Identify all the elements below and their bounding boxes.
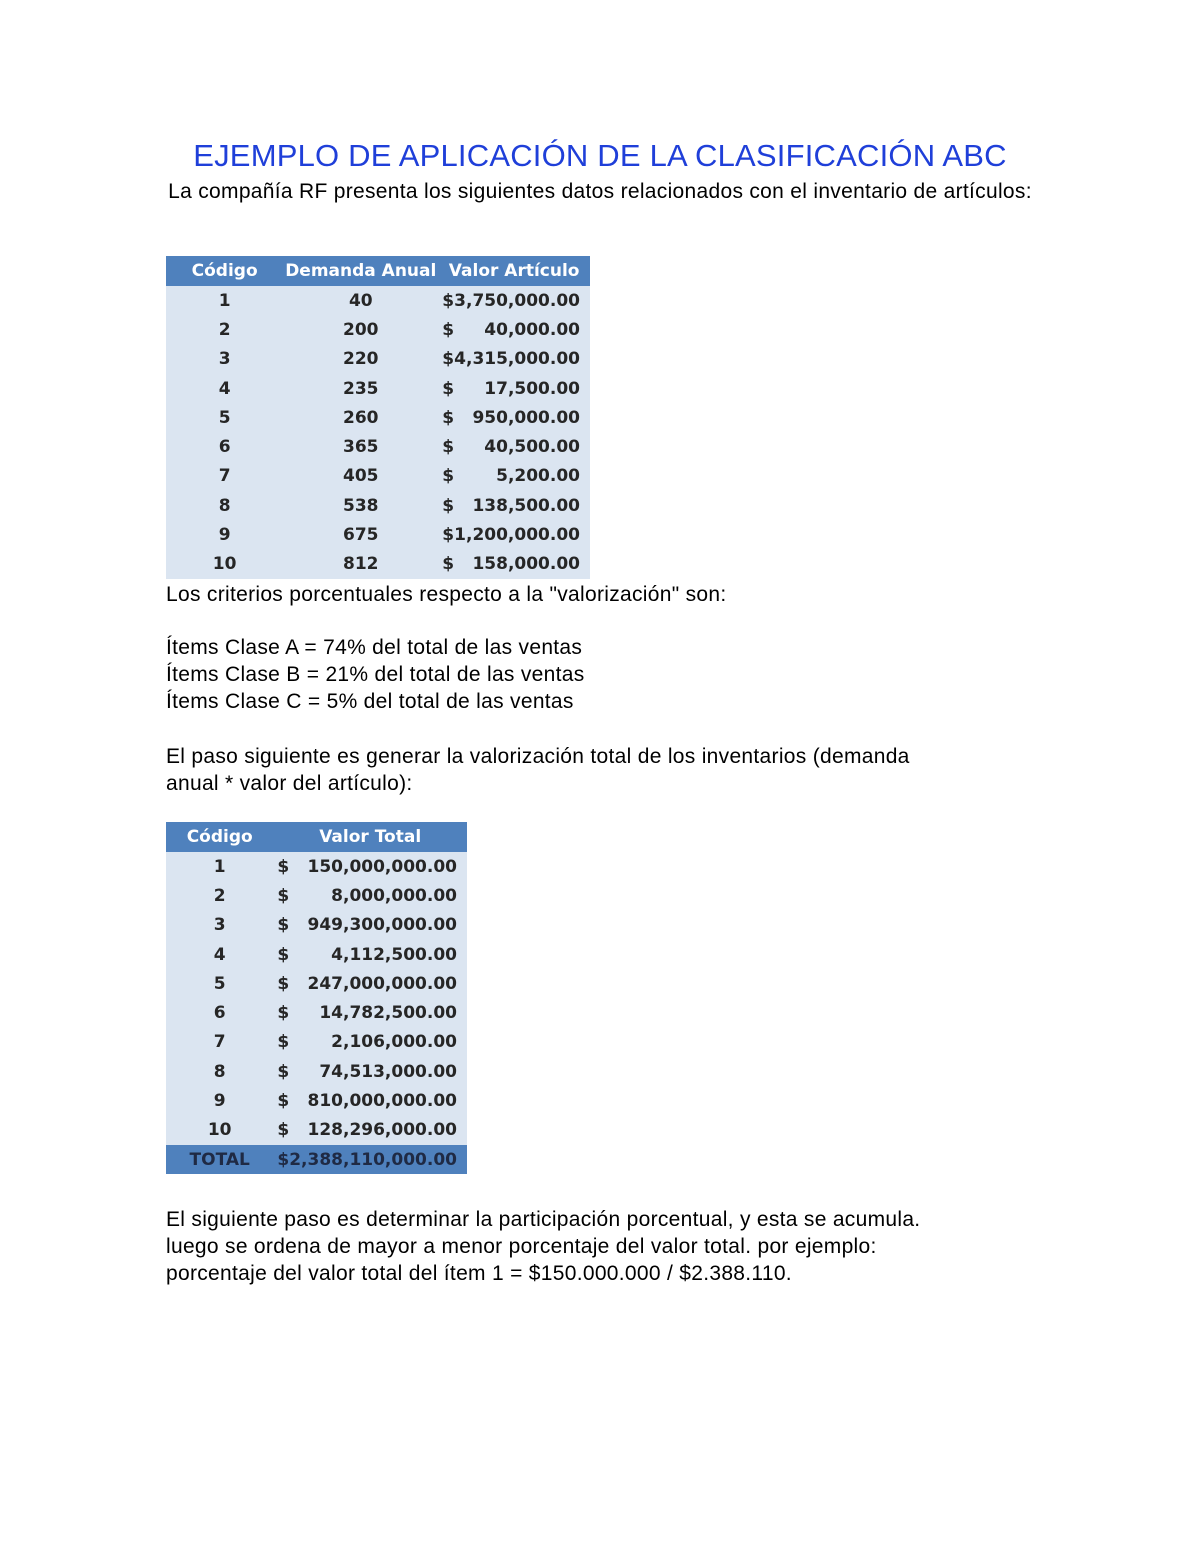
money-cell (273, 881, 467, 910)
currency-symbol: $ (277, 1061, 290, 1082)
demand-cell: 40 (283, 286, 438, 315)
currency-symbol: $ (277, 973, 290, 994)
table-header-row (166, 256, 590, 286)
table-row (166, 520, 590, 549)
amount: 949,300,000.00 (307, 915, 457, 936)
code-cell: 7 (166, 462, 283, 491)
demand-cell: 812 (283, 550, 438, 579)
amount: 17,500.00 (484, 378, 580, 399)
table-row (166, 286, 590, 315)
amount: 138,500.00 (472, 495, 580, 516)
code-cell: 9 (166, 520, 283, 549)
money-value (438, 525, 590, 545)
money-cell (438, 374, 590, 403)
step3-line-2: luego se ordena de mayor a menor porcentaje del valor total. por ejemplo: (166, 1235, 877, 1258)
table-row (166, 345, 590, 374)
money-cell (438, 550, 590, 579)
money-cell (438, 345, 590, 374)
code-cell: 2 (166, 315, 283, 344)
amount: 2,106,000.00 (331, 1032, 457, 1053)
currency-symbol: $ (442, 495, 455, 516)
table-header-row (166, 822, 467, 852)
demand-cell: 365 (283, 432, 438, 461)
demand-cell: 235 (283, 374, 438, 403)
money-cell (438, 286, 590, 315)
table-row (166, 911, 467, 940)
money-value (273, 1003, 467, 1023)
amount: 5,200.00 (496, 466, 580, 487)
code-cell: 8 (166, 491, 283, 520)
table-row (166, 491, 590, 520)
money-value (273, 886, 467, 906)
money-value (273, 945, 467, 965)
money-value (273, 1062, 467, 1082)
money-value (273, 915, 467, 935)
money-cell (438, 520, 590, 549)
amount: 2,388,110,000.00 (289, 1149, 457, 1170)
money-cell (273, 1145, 467, 1174)
currency-symbol: $ (277, 1149, 290, 1170)
money-value (273, 974, 467, 994)
currency-symbol: $ (277, 1120, 290, 1141)
code-cell: 3 (166, 911, 273, 940)
step2-line-1: El paso siguiente es generar la valorización total de los inventarios (demanda (166, 745, 910, 768)
code-cell: 5 (166, 969, 273, 998)
money-value (438, 320, 590, 340)
code-cell: 8 (166, 1057, 273, 1086)
table-row (166, 998, 467, 1027)
table-row (166, 852, 467, 881)
step3-line-3: porcentaje del valor total del ítem 1 = $150.000.000 / $2.388.110. (166, 1262, 792, 1285)
money-cell (273, 940, 467, 969)
currency-symbol: $ (442, 554, 455, 575)
demand-cell: 200 (283, 315, 438, 344)
demand-cell: 675 (283, 520, 438, 549)
amount: 4,112,500.00 (331, 944, 457, 965)
amount: 158,000.00 (472, 554, 580, 575)
currency-symbol: $ (442, 525, 455, 546)
amount: 810,000,000.00 (307, 1091, 457, 1112)
currency-symbol: $ (442, 407, 455, 428)
demand-cell: 260 (283, 403, 438, 432)
money-value (273, 857, 467, 877)
money-cell (273, 1086, 467, 1115)
money-cell (273, 852, 467, 881)
currency-symbol: $ (442, 466, 455, 487)
criteria-item-b: Ítems Clase B = 21% del total de las ventas (166, 663, 585, 686)
table-row (166, 881, 467, 910)
amount: 1,200,000.00 (454, 525, 580, 546)
table-row (166, 374, 590, 403)
amount: 128,296,000.00 (307, 1120, 457, 1141)
currency-symbol: $ (442, 349, 455, 370)
total-row (166, 1145, 467, 1174)
money-value (438, 496, 590, 516)
code-cell: 6 (166, 432, 283, 461)
money-cell (438, 315, 590, 344)
table-row (166, 1116, 467, 1145)
table-row (166, 940, 467, 969)
currency-symbol: $ (277, 915, 290, 936)
step3-line-1: El siguiente paso es determinar la participación porcentual, y esta se acumula. (166, 1208, 921, 1231)
code-cell: 1 (166, 852, 273, 881)
table-row (166, 1028, 467, 1057)
money-cell (438, 491, 590, 520)
currency-symbol: $ (277, 1091, 290, 1112)
header-valor-total: Valor Total (273, 822, 467, 852)
page-title: EJEMPLO DE APLICACIÓN DE LA CLASIFICACIÓN ABC (193, 138, 1007, 173)
money-cell (438, 403, 590, 432)
amount: 150,000,000.00 (307, 856, 457, 877)
currency-symbol: $ (442, 378, 455, 399)
amount: 40,500.00 (484, 437, 580, 458)
total-label: TOTAL (166, 1145, 273, 1174)
currency-symbol: $ (442, 319, 455, 340)
table-row (166, 315, 590, 344)
amount: 74,513,000.00 (319, 1061, 457, 1082)
amount: 4,315,000.00 (454, 349, 580, 370)
money-value (438, 408, 590, 428)
amount: 247,000,000.00 (307, 973, 457, 994)
currency-symbol: $ (277, 944, 290, 965)
demand-cell: 405 (283, 462, 438, 491)
code-cell: 4 (166, 374, 283, 403)
money-cell (438, 432, 590, 461)
amount: 950,000.00 (472, 407, 580, 428)
demand-cell: 538 (283, 491, 438, 520)
header-demanda-anual: Demanda Anual (283, 256, 438, 286)
currency-symbol: $ (277, 856, 290, 877)
criteria-intro: Los criterios porcentuales respecto a la "valorización" son: (166, 583, 727, 606)
amount: 3,750,000.00 (454, 290, 580, 311)
table-row (166, 1057, 467, 1086)
code-cell: 7 (166, 1028, 273, 1057)
money-cell (273, 969, 467, 998)
money-value (273, 1120, 467, 1140)
money-value (273, 1150, 467, 1170)
currency-symbol: $ (277, 1032, 290, 1053)
money-value (438, 349, 590, 369)
currency-symbol: $ (277, 885, 290, 906)
money-cell (438, 462, 590, 491)
amount: 14,782,500.00 (319, 1003, 457, 1024)
code-cell: 10 (166, 1116, 273, 1145)
table-row (166, 1086, 467, 1115)
amount: 40,000.00 (484, 319, 580, 340)
money-value (438, 291, 590, 311)
money-value (438, 379, 590, 399)
articles-table (166, 256, 590, 579)
money-value (438, 466, 590, 486)
code-cell: 6 (166, 998, 273, 1027)
code-cell: 9 (166, 1086, 273, 1115)
money-value (438, 437, 590, 457)
money-cell (273, 1116, 467, 1145)
code-cell: 1 (166, 286, 283, 315)
total-value-table (166, 822, 467, 1174)
demand-cell: 220 (283, 345, 438, 374)
header-valor-articulo: Valor Artículo (438, 256, 590, 286)
table-row (166, 969, 467, 998)
money-value (273, 1091, 467, 1111)
table-row (166, 403, 590, 432)
table-row (166, 462, 590, 491)
code-cell: 3 (166, 345, 283, 374)
header-codigo: Código (166, 256, 283, 286)
money-cell (273, 1057, 467, 1086)
currency-symbol: $ (277, 1003, 290, 1024)
currency-symbol: $ (442, 437, 455, 458)
money-value (273, 1032, 467, 1052)
currency-symbol: $ (442, 290, 455, 311)
intro-paragraph: La compañía RF presenta los siguientes datos relacionados con el inventario de artículos: (168, 180, 1032, 203)
step2-line-2: anual * valor del artículo): (166, 772, 413, 795)
money-cell (273, 998, 467, 1027)
table-row (166, 432, 590, 461)
money-cell (273, 1028, 467, 1057)
code-cell: 5 (166, 403, 283, 432)
criteria-item-c: Ítems Clase C = 5% del total de las ventas (166, 690, 574, 713)
amount: 8,000,000.00 (331, 885, 457, 906)
table-row (166, 550, 590, 579)
money-cell (273, 911, 467, 940)
criteria-item-a: Ítems Clase A = 74% del total de las ventas (166, 636, 583, 659)
code-cell: 4 (166, 940, 273, 969)
code-cell: 10 (166, 550, 283, 579)
money-value (438, 554, 590, 574)
header-codigo: Código (166, 822, 273, 852)
code-cell: 2 (166, 881, 273, 910)
